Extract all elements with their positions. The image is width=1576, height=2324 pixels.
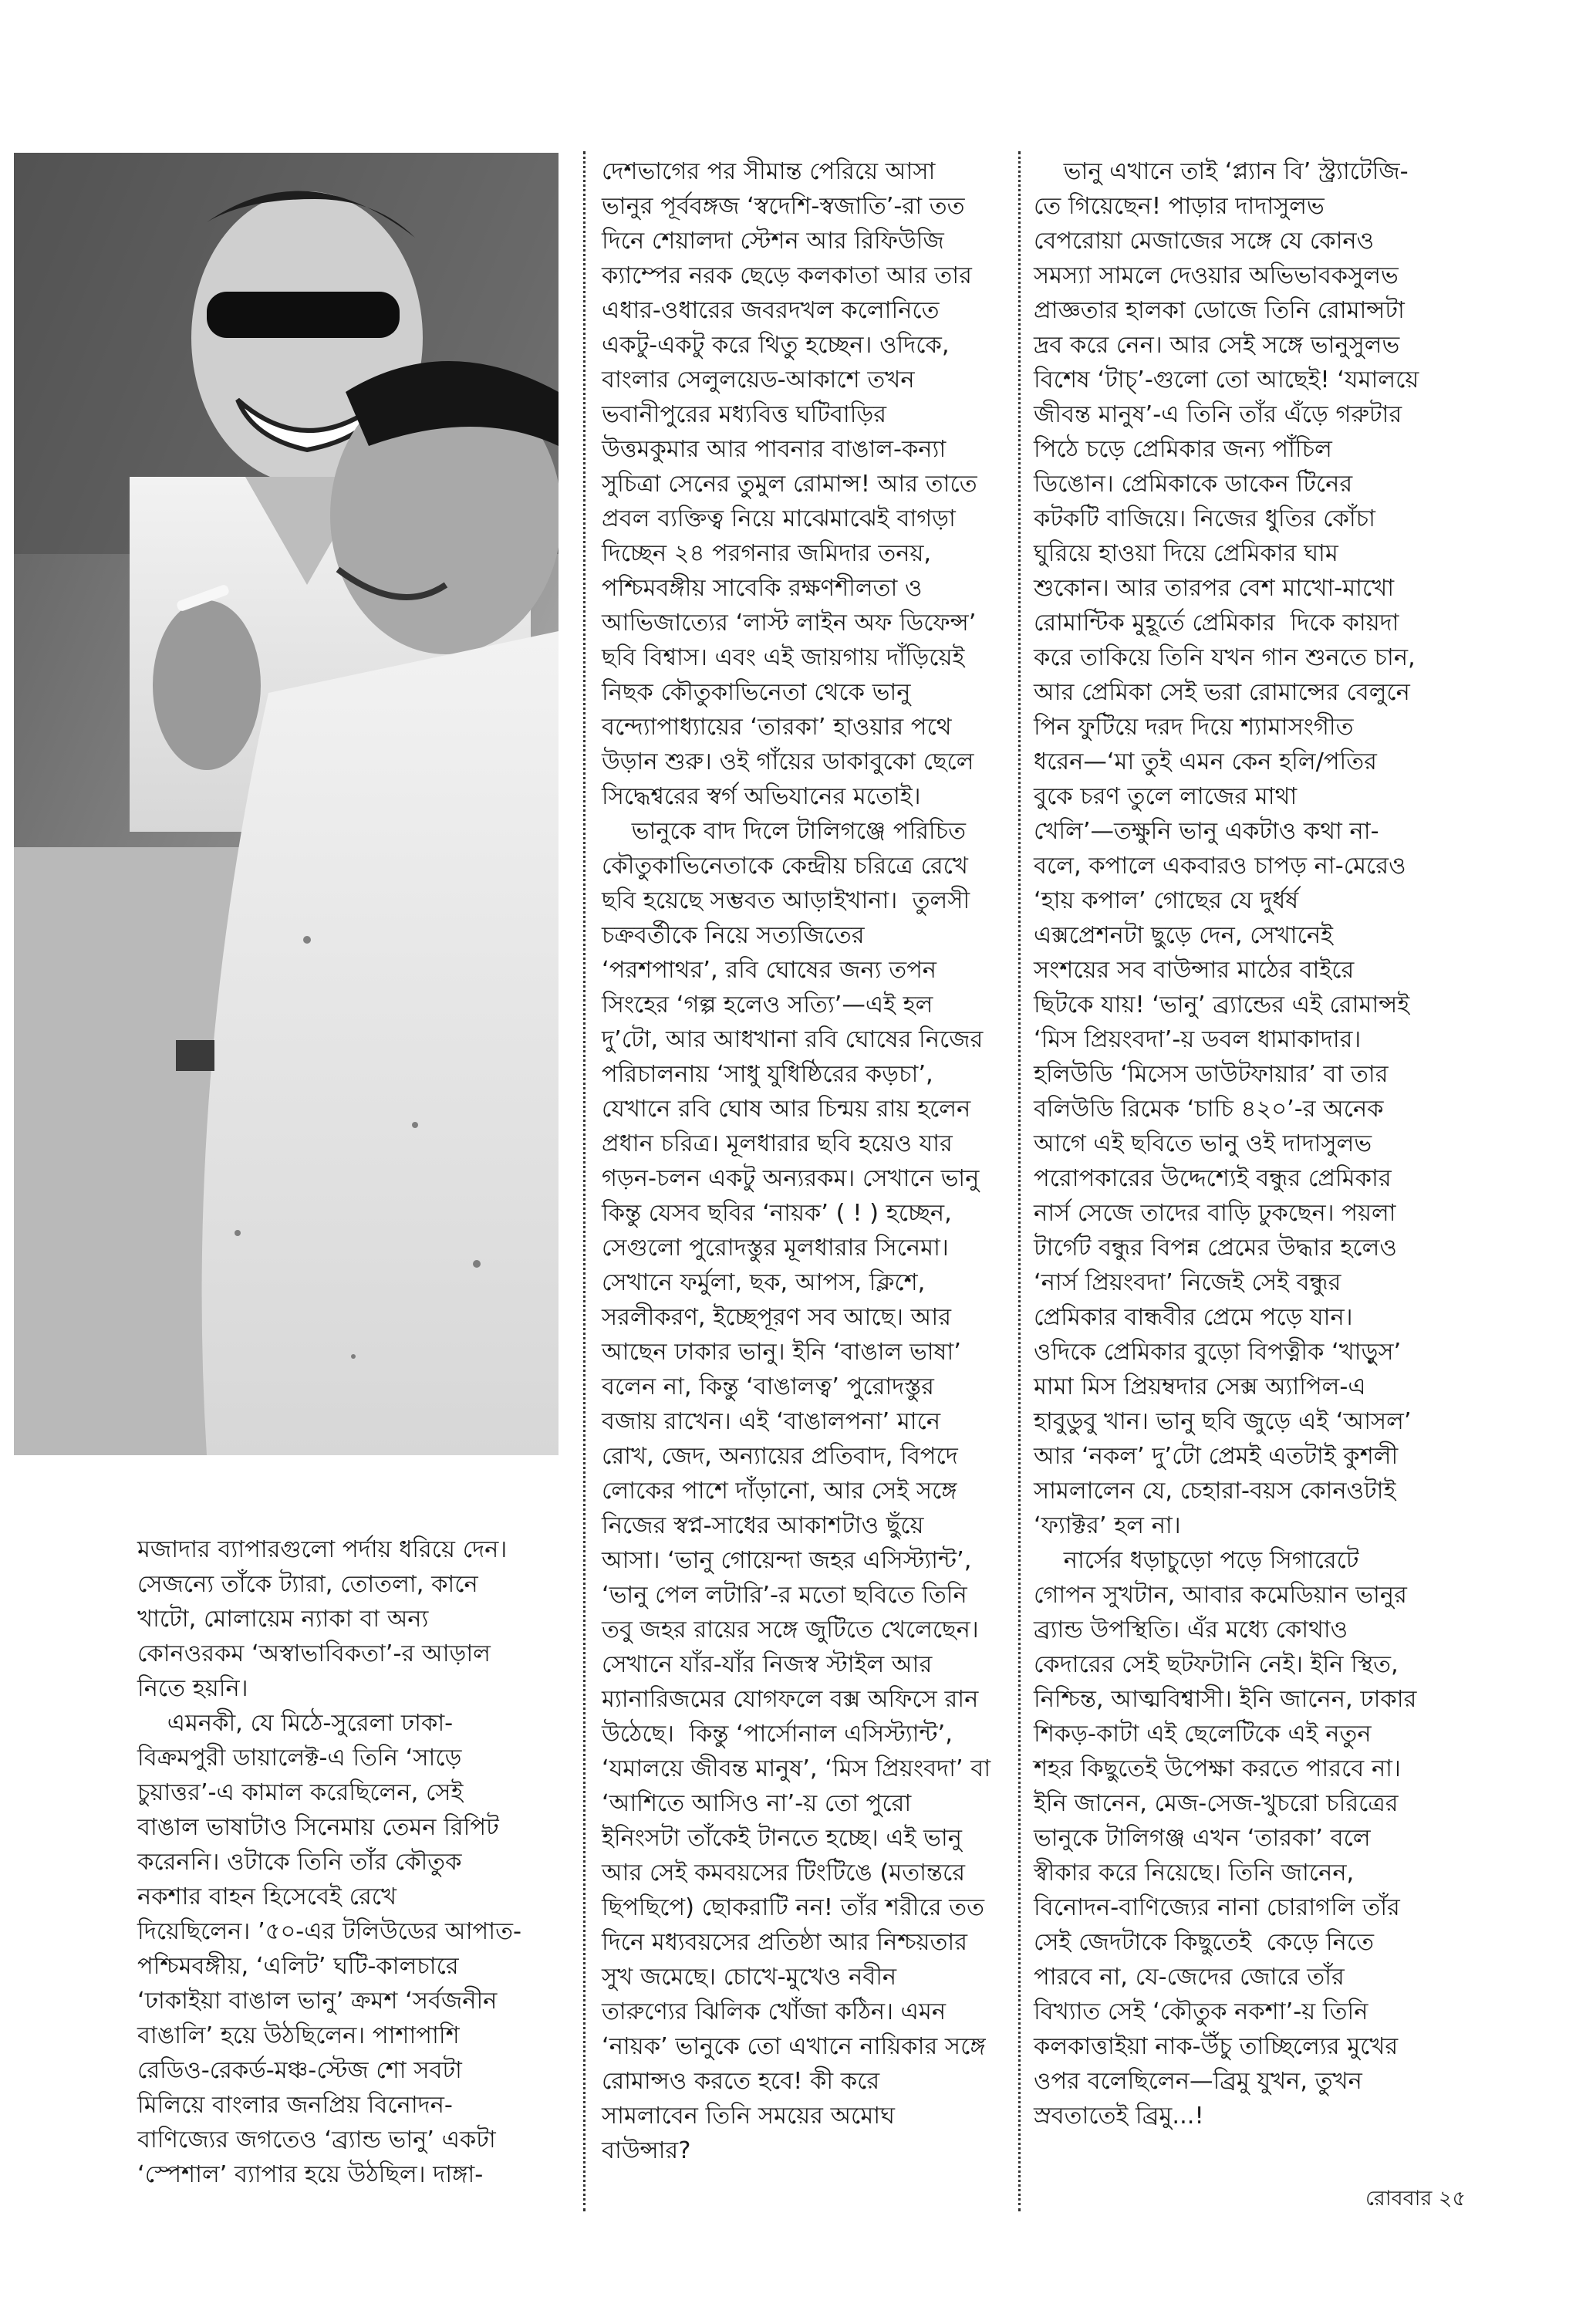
text-line: কোনওরকম ‘অস্বাভাবিকতা’-র আড়াল — [137, 1640, 491, 1667]
text-line: ভবানীপুরের মধ্যবিত্ত ঘটিবাড়ির — [602, 401, 887, 428]
text-line: আর ‘নকল’ দু’টো প্রেমই এতটাই কুশলী — [1034, 1443, 1399, 1470]
text-line: দেশভাগের পর সীমান্ত পেরিয়ে আসা — [602, 158, 936, 185]
text-line: ব্র্যান্ড উপস্থিতি। এঁর মধ্যে কোথাও — [1034, 1616, 1348, 1643]
text-line: প্রধান চরিত্র। মূলধারার ছবি হয়েও যার — [602, 1130, 953, 1157]
text-line: দিনে মধ্যবয়সের প্রতিষ্ঠা আর নিশ্চয়তার — [602, 1929, 968, 1956]
text-line: সমস্যা সামলে দেওয়ার অভিভাবকসুলভ — [1034, 262, 1399, 289]
text-line: পারবে না, যে-জেদের জোরে তাঁর — [1034, 1964, 1345, 1991]
text-line: ম্যানারিজমের যোগফলে বক্স অফিসে রান — [602, 1686, 979, 1713]
text-line: করে তাকিয়ে তিনি যখন গান শুনতে চান, — [1034, 644, 1416, 671]
text-line: ওপর বলেছিলেন—ব্রিমু যুখন, তুখন — [1034, 2068, 1362, 2095]
text-line: বিক্রমপুরী ডায়ালেক্ট-এ তিনি ‘সাড়ে — [137, 1745, 462, 1772]
text-line: বিনোদন-বাণিজ্যের নানা চোরাগলি তাঁর — [1034, 1894, 1400, 1921]
text-line: সুখ জমেছে। চোখে-মুখেও নবীন — [602, 1964, 897, 1991]
text-line: স্বীকার করে নিয়েছে। তিনি জানেন, — [1034, 1860, 1355, 1887]
text-line: প্রবল ব্যক্তিত্ব নিয়ে মাঝেমাঝেই বাগড়া — [602, 505, 956, 532]
text-line: লোকের পাশে দাঁড়ানো, আর সেই সঙ্গে — [602, 1478, 957, 1505]
text-line: সামলাবেন তিনি সময়ের অমোঘ — [602, 2103, 895, 2130]
text-line: দ্রব করে নেন। আর সেই সঙ্গে ভানুসুলভ — [1034, 332, 1400, 359]
text-line: হাবুডুবু খান। ভানু ছবি জুড়ে এই ‘আসল’ — [1034, 1408, 1412, 1435]
text-line: ইনিংসটা তাঁকেই টানতে হচ্ছে। এই ভানু — [602, 1825, 962, 1852]
text-line: রোমান্সও করতে হবে! কী করে — [602, 2068, 880, 2095]
text-line: খেলি’—তক্ষুনি ভানু একটাও কথা না- — [1034, 818, 1379, 845]
text-line: কলকাত্তাইয়া নাক-উঁচু তাচ্ছিল্যের মুখের — [1034, 2033, 1399, 2060]
text-line: বাঙালি’ হয়ে উঠছিলেন। পাশাপাশি — [137, 2022, 460, 2049]
text-line: প্রাজ্ঞতার হালকা ডোজে তিনি রোমান্সটা — [1034, 297, 1405, 324]
text-line: পশ্চিমবঙ্গীয় সাবেকি রক্ষণশীলতা ও — [602, 575, 923, 602]
text-line: দিয়েছিলেন। ’৫০-এর টলিউডের আপাত- — [137, 1918, 521, 1945]
text-line: আর সেই কমবয়সের টিংটিঙে (মতান্তরে — [602, 1860, 965, 1887]
text-line: চক্রবর্তীকে নিয়ে সত্যজিতের — [602, 922, 865, 949]
page-footer: রোববার ২৫ — [1365, 2187, 1466, 2211]
text-line: কটকটি বাজিয়ে। নিজের ধুতির কোঁচা — [1034, 505, 1375, 532]
text-line: তে গিয়েছেন! পাড়ার দাদাসুলভ — [1034, 193, 1325, 220]
text-line: পিঠে চড়ে প্রেমিকার জন্য পাঁচিল — [1034, 436, 1332, 463]
text-line: শুকোন। আর তারপর বেশ মাখো-মাখো — [1034, 575, 1395, 602]
text-line: আছেন ঢাকার ভানু। ইনি ‘বাঙাল ভাষা’ — [602, 1339, 961, 1366]
text-line: ‘আশিতে আসিও না’-য় তো পুরো — [602, 1790, 912, 1817]
text-line: নিতে হয়নি। — [137, 1675, 248, 1702]
text-line: রেডিও-রেকর্ড-মঞ্চ-স্টেজ শো সবটা — [137, 2057, 462, 2084]
text-line: ছবি হয়েছে সম্ভবত আড়াইখানা। তুলসী — [602, 887, 970, 914]
text-line: ওদিকে প্রেমিকার বুড়ো বিপত্নীক ‘খাড়ুস’ — [1034, 1339, 1402, 1366]
text-line: ভানুর পূর্ববঙ্গজ ‘স্বদেশি-স্বজাতি’-রা তত — [602, 193, 965, 220]
text-line: নিশ্চিন্ত, আত্মবিশ্বাসী। ইনি জানেন, ঢাকার — [1034, 1686, 1417, 1713]
text-line: কিন্তু যেসব ছবির ‘নায়ক’ ( ! ) হচ্ছেন, — [602, 1200, 952, 1227]
text-line: বুকে চরণ তুলে লাজের মাথা — [1034, 783, 1298, 810]
text-line: ‘স্পেশাল’ ব্যাপার হয়ে উঠছিল। দাঙ্গা- — [137, 2161, 484, 2188]
text-line: সুচিত্রা সেনের তুমুল রোমান্স! আর তাতে — [602, 471, 977, 498]
text-line: বন্দ্যোপাধ্যায়ের ‘তারকা’ হাওয়ার পথে — [602, 714, 952, 741]
text-line: ‘যমালয়ে জীবন্ত মানুষ’, ‘মিস প্রিয়ংবদা’ বা — [602, 1755, 991, 1782]
text-line: পশ্চিমবঙ্গীয়, ‘এলিট’ ঘটি-কালচারে — [137, 1953, 459, 1980]
text-line: নকশার বাহন হিসেবেই রেখে — [137, 1883, 397, 1910]
text-line: সরলীকরণ, ইচ্ছেপূরণ সব আছে। আর — [602, 1304, 952, 1331]
text-line: ছবি বিশ্বাস। এবং এই জায়গায় দাঁড়িয়েই — [602, 644, 965, 671]
text-line: ধরেন—‘মা তুই এমন কেন হলি/পতির — [1034, 748, 1377, 775]
text-line: দু’টো, আর আধখানা রবি ঘোষের নিজের — [602, 1026, 984, 1053]
text-line: সিদ্ধেশ্বরের স্বর্গ অভিযানের মতোই। — [602, 783, 921, 810]
text-line: ঘুরিয়ে হাওয়া দিয়ে প্রেমিকার ঘাম — [1034, 540, 1338, 567]
text-line: ‘নায়ক’ ভানুকে তো এখানে নায়িকার সঙ্গে — [602, 2033, 986, 2060]
text-line: সামলালেন যে, চেহারা-বয়স কোনওটাই — [1034, 1478, 1396, 1505]
text-line: গড়ন-চলন একটু অন্যরকম। সেখানে ভানু — [602, 1165, 980, 1192]
text-line: ‘মিস প্রিয়ংবদা’-য় ডবল ধামাকাদার। — [1034, 1026, 1362, 1053]
text-line: সেখানে ফর্মুলা, ছক, আপস, ক্লিশে, — [602, 1269, 926, 1296]
text-line: পিন ফুটিয়ে দরদ দিয়ে শ্যামাসংগীত — [1034, 714, 1354, 741]
text-line: করেননি। ওটাকে তিনি তাঁর কৌতুক — [137, 1849, 462, 1876]
text-line: প্রেমিকার বান্ধবীর প্রেমে পড়ে যান। — [1034, 1304, 1353, 1331]
text-line: আগে এই ছবিতে ভানু ওই দাদাসুলভ — [1034, 1130, 1372, 1157]
article-photo — [14, 153, 559, 1455]
text-line: বলে, কপালে একবারও চাপড় না-মেরেও — [1034, 853, 1406, 880]
article-column-3 — [1034, 154, 1481, 2133]
column-divider — [583, 151, 586, 2211]
text-line: বাউন্সার? — [602, 2137, 691, 2164]
text-line: টার্গেট বন্ধুর বিপন্ন প্রেমের উদ্ধার হলেও — [1034, 1235, 1397, 1262]
text-line: নিছক কৌতুকাভিনেতা থেকে ভানু — [602, 679, 911, 706]
text-line: ছিটকে যায়! ‘ভানু’ ব্র্যান্ডের এই রোমান্সই — [1034, 991, 1410, 1018]
text-line: মিলিয়ে বাংলার জনপ্রিয় বিনোদন- — [137, 2092, 453, 2119]
text-line: দিচ্ছেন ২৪ পরগনার জমিদার তনয়, — [602, 540, 932, 567]
text-line: চুয়াত্তর’-এ কামাল করেছিলেন, সেই — [137, 1779, 464, 1806]
text-line: বলিউডি রিমেক ‘চাচি ৪২০’-র অনেক — [1034, 1096, 1384, 1123]
text-line: স্রবতাতেই ব্রিমু...! — [1034, 2103, 1204, 2130]
text-line: তবু জহর রায়ের সঙ্গে জুটিতে খেলেছেন। — [602, 1616, 979, 1643]
text-line: ভানু এখানে তাই ‘প্ল্যান বি’ স্ট্র্যাটেজি- — [1034, 158, 1409, 185]
text-line: ‘ফ্যাক্টর’ হল না। — [1034, 1512, 1181, 1539]
text-line: মামা মিস প্রিয়ম্বদার সেক্স অ্যাপিল-এ — [1034, 1373, 1366, 1400]
text-line: শহর কিছুতেই উপেক্ষা করতে পারবে না। — [1034, 1755, 1401, 1782]
text-line: আসা। ‘ভানু গোয়েন্দা জহর এসিস্ট্যান্ট’, — [602, 1547, 972, 1574]
text-line: বিখ্যাত সেই ‘কৌতুক নকশা’-য় তিনি — [1034, 1998, 1368, 2025]
text-line: উঠেছে। কিন্তু ‘পার্সোনাল এসিস্ট্যান্ট’, — [602, 1721, 953, 1748]
text-line: বাঙাল ভাষাটাও সিনেমায় তেমন রিপিট — [137, 1814, 499, 1841]
text-line: ভানুকে বাদ দিলে টালিগঞ্জে পরিচিত — [602, 818, 966, 845]
text-line: কেদারের সেই ছটফটানি নেই। ইনি স্থিত, — [1034, 1651, 1399, 1678]
text-line: সংশয়ের সব বাউন্সার মাঠের বাইরে — [1034, 957, 1355, 984]
text-line: ছিপছিপে) ছোকরাটি নন! তাঁর শরীরে তত — [602, 1894, 984, 1921]
text-line: এধার-ওধারের জবরদখল কলোনিতে — [602, 297, 940, 324]
text-line: আভিজাত্যের ‘লাস্ট লাইন অফ ডিফেন্স’ — [602, 610, 977, 637]
text-line: ‘হায় কপাল’ গোছের যে দুর্ধর্ষ — [1034, 887, 1299, 914]
text-line: বিশেষ ‘টাচ্’-গুলো তো আছেই! ‘যমালয়ে — [1034, 367, 1419, 394]
column-divider — [1018, 151, 1021, 2211]
text-line: বেপরোয়া মেজাজের সঙ্গে যে কোনও — [1034, 228, 1375, 255]
text-line: সিংহের ‘গল্প হলেও সত্যি’—এই হল — [602, 991, 933, 1018]
text-line: পরিচালনায় ‘সাধু যুধিষ্ঠিরের কড়চা’, — [602, 1061, 933, 1088]
text-line: ক্যাম্পের নরক ছেড়ে কলকাতা আর তার — [602, 262, 972, 289]
text-line: বজায় রাখেন। এই ‘বাঙালপনা’ মানে — [602, 1408, 941, 1435]
text-line: ‘পরশপাথর’, রবি ঘোষের জন্য তপন — [602, 957, 936, 984]
text-line: সেই জেদটাকে কিছুতেই কেড়ে নিতে — [1034, 1929, 1374, 1956]
text-line: ‘ভানু পেল লটারি’-র মতো ছবিতে তিনি — [602, 1582, 967, 1609]
text-line: রোমান্টিক মুহূর্তে প্রেমিকার দিকে কায়দা — [1034, 610, 1399, 637]
text-line: এক্সপ্রেশনটা ছুড়ে দেন, সেখানেই — [1034, 922, 1333, 949]
text-line: ডিঙোন। প্রেমিকাকে ডাকেন টিনের — [1034, 471, 1353, 498]
text-line: জীবন্ত মানুষ’-এ তিনি তাঁর এঁড়ে গরুটার — [1034, 401, 1402, 428]
text-line: বাংলার সেলুলয়েড-আকাশে তখন — [602, 367, 915, 394]
text-line: গোপন সুখটান, আবার কমেডিয়ান ভানুর — [1034, 1582, 1407, 1609]
text-line: ভানুকে টালিগঞ্জ এখন ‘তারকা’ বলে — [1034, 1825, 1371, 1852]
text-line: আর প্রেমিকা সেই ভরা রোমান্সের বেলুনে — [1034, 679, 1410, 706]
text-line: উত্তমকুমার আর পাবনার বাঙাল-কন্যা — [602, 436, 947, 463]
text-line: উড়ান শুরু। ওই গাঁয়ের ডাকাবুকো ছেলে — [602, 748, 974, 775]
text-line: সেগুলো পুরোদস্তুর মূলধারার সিনেমা। — [602, 1235, 949, 1262]
text-line: সেখানে যাঁর-যাঁর নিজস্ব স্টাইল আর — [602, 1651, 933, 1678]
text-line: রোখ, জেদ, অন্যায়ের প্রতিবাদ, বিপদে — [602, 1443, 958, 1470]
text-line: একটু-একটু করে থিতু হচ্ছেন। ওদিকে, — [602, 332, 950, 359]
text-line: ‘ঢাকাইয়া বাঙাল ভানু’ ক্রমশ ‘সর্বজনীন — [137, 1988, 498, 2015]
text-line: বাণিজ্যের জগতেও ‘ব্র্যান্ড ভানু’ একটা — [137, 2126, 496, 2153]
text-line: সেজন্যে তাঁকে ট্যারা, তোতলা, কানে — [137, 1571, 478, 1598]
text-line: নিজের স্বপ্ন-সাধের আকাশটাও ছুঁয়ে — [602, 1512, 924, 1539]
text-line: শিকড়-কাটা এই ছেলেটিকে এই নতুন — [1034, 1721, 1372, 1748]
text-line: যেখানে রবি ঘোষ আর চিন্ময় রায় হলেন — [602, 1096, 971, 1123]
text-line: হলিউডি ‘মিসেস ডাউটফায়ার’ বা তার — [1034, 1061, 1389, 1088]
text-line: তারুণ্যের ঝিলিক খোঁজা কঠিন। এমন — [602, 1998, 947, 2025]
text-line: নার্সের ধড়াচুড়ো পড়ে সিগারেটে — [1034, 1547, 1359, 1574]
text-line: ইনি জানেন, মেজ-সেজ-খুচরো চরিত্রের — [1034, 1790, 1399, 1817]
text-line: কৌতুকাভিনেতাকে কেন্দ্রীয় চরিত্রে রেখে — [602, 853, 968, 880]
text-line: ‘নার্স প্রিয়ংবদা’ নিজেই সেই বন্ধুর — [1034, 1269, 1341, 1296]
text-line: নার্স সেজে তাদের বাড়ি ঢুকছেন। পয়লা — [1034, 1200, 1396, 1227]
article-column-2 — [602, 154, 1011, 2168]
text-line: দিনে শেয়ালদা স্টেশন আর রিফিউজি — [602, 228, 944, 255]
text-line: মজাদার ব্যাপারগুলো পর্দায় ধরিয়ে দেন। — [137, 1536, 508, 1563]
text-line: খাটো, মোলায়েম ন্যাকা বা অন্য — [137, 1606, 429, 1633]
text-line: পরোপকারের উদ্দেশ্যেই বন্ধুর প্রেমিকার — [1034, 1165, 1392, 1192]
article-column-1 — [137, 1532, 569, 2192]
text-line: এমনকী, যে মিঠে-সুরেলা ঢাকা- — [137, 1710, 454, 1737]
text-line: বলেন না, কিন্তু ‘বাঙালত্ব’ পুরোদস্তুর — [602, 1373, 934, 1400]
